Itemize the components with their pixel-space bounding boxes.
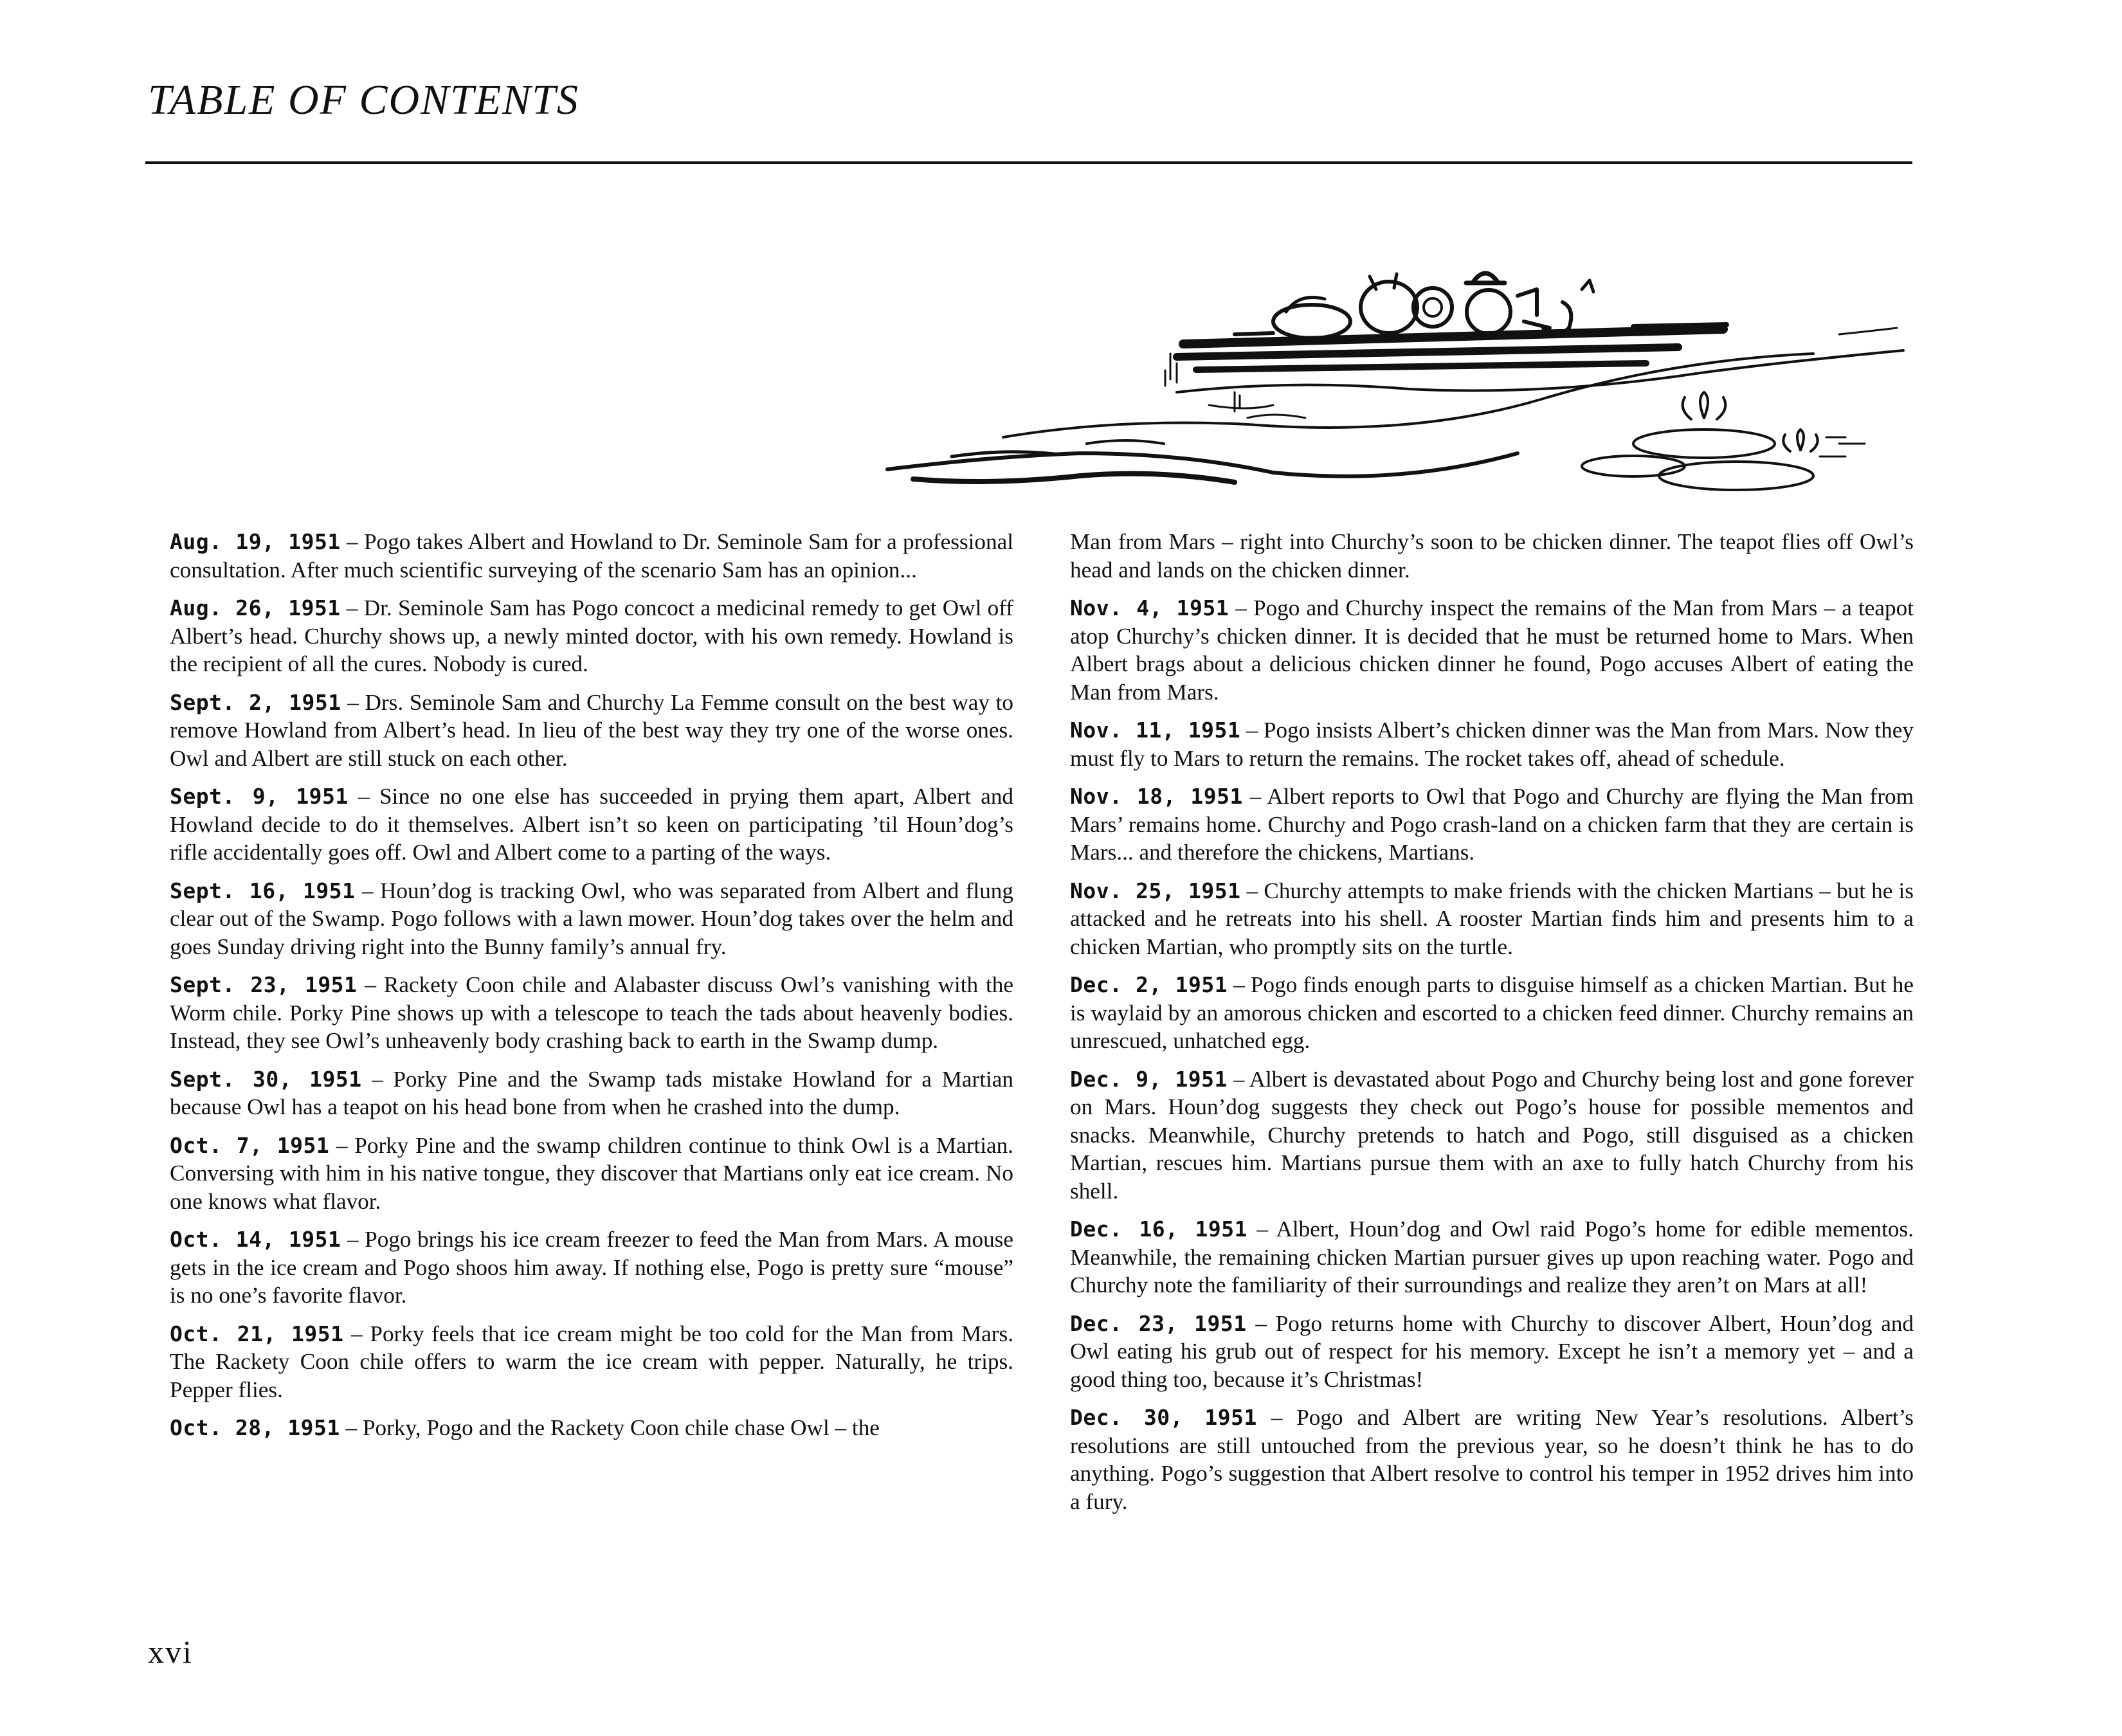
entry-date: Oct. 7, 1951 xyxy=(170,1132,330,1158)
entry-text: Rackety Coon chile and Alabaster discuss Owl’s vanishing with the Worm chile. Porky Pine shows up with a telescope to teach the tads about heavenly bodies. Instead, they see Owl’s unheavenly body crashing back to earth in the Swamp dump. xyxy=(170,972,1013,1053)
toc-entry: Oct. 21, 1951 – Porky feels that ice cream might be too cold for the Man from Mars. The Rackety Coon chile offers to warm the ice cream with pepper. Naturally, he trips. Pepper flies. xyxy=(170,1321,1014,1402)
entry-date: Aug. 26, 1951 xyxy=(170,595,341,620)
toc-entry: Sept. 16, 1951 – Houn’dog is tracking Owl, who was separated from Albert and flung clear out of the Swamp. Pogo follows with a lawn mower. Houn’dog takes over the helm and goes Sunday driving right into the Bunny family’s annual fry. xyxy=(170,878,1013,959)
toc-entry: Dec. 2, 1951 – Pogo finds enough parts to disguise himself as a chicken Martian. But he is waylaid by an amorous chicken and escorted to a chicken feed dinner. Churchy remains an unrescued, unhatched egg. xyxy=(1070,972,1914,1053)
entry-date: Nov. 25, 1951 xyxy=(1070,878,1241,903)
entry-date: Dec. 16, 1951 xyxy=(1070,1216,1247,1242)
entry-text: Houn’dog is tracking Owl, who was separated from Albert and flung clear out of the Swamp. Pogo follows with a lawn mower. Houn’dog takes over the helm and goes Sunday driving right into the Bunny family’s annual fry. xyxy=(170,878,1013,959)
page-number: xvi xyxy=(148,1634,193,1670)
swamp-raft-illustration xyxy=(875,251,1916,495)
entry-date: Nov. 18, 1951 xyxy=(1070,784,1243,809)
toc-entry: Aug. 26, 1951 – Dr. Seminole Sam has Pogo concoct a medicinal remedy to get Owl off Albert’s head. Churchy shows up, a newly minted doctor, with his own remedy. Howland is the recipient of all the cures. Nobody is cured. xyxy=(170,595,1013,676)
entry-date: Oct. 21, 1951 xyxy=(170,1321,344,1346)
entry-date: Sept. 30, 1951 xyxy=(170,1066,362,1092)
entry-date: Oct. 14, 1951 xyxy=(170,1227,341,1252)
toc-entry: Oct. 14, 1951 – Pogo brings his ice cream freezer to feed the Man from Mars. A mouse gets in the ice cream and Pogo shoos him away. If nothing else, Pogo is pretty sure “mouse” is no one’s favorite flavor. xyxy=(170,1227,1013,1308)
entry-date: Sept. 23, 1951 xyxy=(170,972,358,997)
entry-text: Pogo returns home with Churchy to discover Albert, Houn’dog and Owl eating his grub out of respect for his memory. Except he isn’t a memory yet – and a good thing too, because it’s Christmas! xyxy=(1070,1310,1914,1392)
entry-text: Pogo takes Albert and Howland to Dr. Seminole Sam for a professional consultation. After much scientific surveying of the scenario Sam has an opinion... xyxy=(170,529,1014,583)
toc-entry: Sept. 9, 1951 – Since no one else has succeeded in prying them apart, Albert and Howland decide to do it themselves. Albert isn’t so keen on participating ’til Houn’dog’s rifle accidentally goes off. Owl and Albert come to a parting of the ways. xyxy=(170,784,1014,865)
entry-date: Dec. 2, 1951 xyxy=(1070,972,1228,997)
toc-entry: Oct. 7, 1951 – Porky Pine and the swamp children continue to think Owl is a Martian. Conversing with him in his native tongue, they discover that Martians only eat ice cream. No one knows what flavor. xyxy=(170,1132,1013,1214)
toc-entry: Dec. 30, 1951 – Pogo and Albert are writing New Year’s resolutions. Albert’s resolutions are still untouched from the previous year, so he doesn’t think he has to do anything. Pogo’s suggestion that Albert resolve to control his temper in 1952 drives him into a fury. xyxy=(1070,1405,1914,1514)
toc-entry: Oct. 28, 1951 – Porky, Pogo and the Rackety Coon chile chase Owl – the xyxy=(170,1415,880,1440)
toc-entry: Nov. 25, 1951 – Churchy attempts to make friends with the chicken Martians – but he is attacked and he retreats into his shell. A rooster Martian finds him and presents him to a chicken Martian, who promptly sits on the turtle. xyxy=(1070,878,1914,959)
entry-text: Albert reports to Owl that Pogo and Churchy are flying the Man from Mars’ remains home. Churchy and Pogo crash-land on a chicken farm that they are certain is Mars... and therefore the chickens, Martians. xyxy=(1070,784,1914,865)
entry-text: Albert, Houn’dog and Owl raid Pogo’s home for edible mementos. Meanwhile, the remaining chicken Martian pursuer gives up upon reaching water. Pogo and Churchy note the familiarity of their surroundings and realize they aren’t on Mars at all! xyxy=(1070,1216,1914,1297)
entry-date: Dec. 30, 1951 xyxy=(1070,1405,1257,1430)
entry-text: Porky feels that ice cream might be too cold for the Man from Mars. The Rackety Coon chile offers to warm the ice cream with pepper. Naturally, he trips. Pepper flies. xyxy=(170,1321,1014,1402)
toc-entry: Nov. 11, 1951 – Pogo insists Albert’s chicken dinner was the Man from Mars. Now they must fly to Mars to return the remains. The rocket takes off, ahead of schedule. xyxy=(1070,718,1914,771)
toc-entry: Nov. 4, 1951 – Pogo and Churchy inspect the remains of the Man from Mars – a teapot atop Churchy’s chicken dinner. It is decided that he must be returned home to Mars. When Albert brags about a delicious chicken dinner he found, Pogo accuses Albert of eating the Man from Mars. xyxy=(1070,595,1914,705)
entry-date: Sept. 2, 1951 xyxy=(170,689,341,715)
entry-date: Nov. 4, 1951 xyxy=(1070,595,1229,620)
entry-date: Sept. 9, 1951 xyxy=(170,784,349,809)
entry-text: Pogo insists Albert’s chicken dinner was the Man from Mars. Now they must fly to Mars to return the remains. The rocket takes off, ahead of schedule. xyxy=(1070,718,1914,771)
toc-entry: Sept. 23, 1951 – Rackety Coon chile and Alabaster discuss Owl’s vanishing with the Worm chile. Porky Pine shows up with a telescope to teach the tads about heavenly bodies. Instead, they see Owl’s unheavenly body crashing back to earth in the Swamp dump. xyxy=(170,972,1013,1053)
toc-entry-continuation: Man from Mars – right into Churchy’s soon to be chicken dinner. The teapot flies off Owl’s head and lands on the chicken dinner. xyxy=(1070,529,1914,583)
toc-entry: Nov. 18, 1951 – Albert reports to Owl that Pogo and Churchy are flying the Man from Mars’ remains home. Churchy and Pogo crash-land on a chicken farm that they are certain is Mars... and therefore the chickens, Martians. xyxy=(1070,784,1914,865)
entry-date: Aug. 19, 1951 xyxy=(170,529,341,554)
toc-entry: Dec. 9, 1951 – Albert is devastated about Pogo and Churchy being lost and gone forever on Mars. Houn’dog suggests they check out Pogo’s house for possible mementos and snacks. Meanwhile, Churchy pretends to hatch and Pogo, still disguised as a chicken Martian, rescues him. Martians pursue them with an axe to fully hatch Churchy from his shell. xyxy=(1070,1066,1914,1204)
title-divider xyxy=(145,161,1912,164)
entry-date: Dec. 9, 1951 xyxy=(1070,1066,1228,1092)
entry-text: Pogo brings his ice cream freezer to feed the Man from Mars. A mouse gets in the ice cream and Pogo shoos him away. If nothing else, Pogo is pretty sure “mouse” is no one’s favorite flavor. xyxy=(170,1227,1013,1308)
entry-date: Dec. 23, 1951 xyxy=(1070,1310,1247,1336)
entry-text: Porky Pine and the swamp children continue to think Owl is a Martian. Conversing with him in his native tongue, they discover that Martians only eat ice cream. No one knows what flavor. xyxy=(170,1132,1013,1214)
left-column xyxy=(170,528,1013,1452)
toc-entry: Aug. 19, 1951 – Pogo takes Albert and Howland to Dr. Seminole Sam for a professional consultation. After much scientific surveying of the scenario Sam has an opinion... xyxy=(170,529,1014,583)
entry-date: Sept. 16, 1951 xyxy=(170,878,356,903)
entry-text: Churchy attempts to make friends with the chicken Martians – but he is attacked and he retreats into his shell. A rooster Martian finds him and presents him to a chicken Martian, who promptly sits on the turtle. xyxy=(1070,878,1914,959)
entry-text: Since no one else has succeeded in prying them apart, Albert and Howland decide to do it themselves. Albert isn’t so keen on participating ’til Houn’dog’s rifle accidentally goes off. Owl and Albert come to a parting of the ways. xyxy=(170,784,1014,865)
toc-entry: Dec. 23, 1951 – Pogo returns home with Churchy to discover Albert, Houn’dog and Owl eating his grub out of respect for his memory. Except he isn’t a memory yet – and a good thing too, because it’s Christmas! xyxy=(1070,1310,1914,1392)
entry-text: Albert is devastated about Pogo and Churchy being lost and gone forever on Mars. Houn’dog suggests they check out Pogo’s house for possible mementos and snacks. Meanwhile, Churchy pretends to hatch and Pogo, still disguised as a chicken Martian, rescues him. Martians pursue them with an axe to fully hatch Churchy from his shell. xyxy=(1070,1066,1914,1204)
entry-text: Porky Pine and the Swamp tads mistake Howland for a Martian because Owl has a teapot on his head bone from when he crashed into the dump. xyxy=(170,1066,1013,1119)
right-column xyxy=(1070,528,1914,1526)
entry-text: Pogo and Churchy inspect the remains of the Man from Mars – a teapot atop Churchy’s chicken dinner. It is decided that he must be returned home to Mars. When Albert brags about a delicious chicken dinner he found, Pogo accuses Albert of eating the Man from Mars. xyxy=(1070,595,1914,705)
toc-entry: Sept. 2, 1951 – Drs. Seminole Sam and Churchy La Femme consult on the best way to remove Howland from Albert’s head. In lieu of the best way they try one of the worse ones. Owl and Albert are still stuck on each other. xyxy=(170,689,1013,771)
entry-date: Nov. 11, 1951 xyxy=(1070,718,1241,743)
entry-text: Pogo finds enough parts to disguise himself as a chicken Martian. But he is waylaid by an amorous chicken and escorted to a chicken feed dinner. Churchy remains an unrescued, unhatched egg. xyxy=(1070,972,1914,1053)
entry-date: Oct. 28, 1951 xyxy=(170,1415,340,1440)
toc-entry: Dec. 16, 1951 – Albert, Houn’dog and Owl raid Pogo’s home for edible mementos. Meanwhile, the remaining chicken Martian pursuer gives up upon reaching water. Pogo and Churchy note the familiarity of their surroundings and realize they aren’t on Mars at all! xyxy=(1070,1216,1914,1297)
entry-text: Drs. Seminole Sam and Churchy La Femme consult on the best way to remove Howland from Albert’s head. In lieu of the best way they try one of the worse ones. Owl and Albert are still stuck on each other. xyxy=(170,689,1013,771)
entry-text: Porky, Pogo and the Rackety Coon chile chase Owl – the xyxy=(362,1415,880,1440)
entry-text: Pogo and Albert are writing New Year’s resolutions. Albert’s resolutions are still untouched from the previous year, so he doesn’t think he has to do anything. Pogo’s suggestion that Albert resolve to control his temper in 1952 drives him into a fury. xyxy=(1070,1405,1914,1514)
page-title: TABLE OF CONTENTS xyxy=(148,77,579,123)
toc-entry: Sept. 30, 1951 – Porky Pine and the Swamp tads mistake Howland for a Martian because Owl has a teapot on his head bone from when he crashed into the dump. xyxy=(170,1066,1013,1119)
entry-text: Dr. Seminole Sam has Pogo concoct a medicinal remedy to get Owl off Albert’s head. Churchy shows up, a newly minted doctor, with his own remedy. Howland is the recipient of all the cures. Nobody is cured. xyxy=(170,595,1013,676)
